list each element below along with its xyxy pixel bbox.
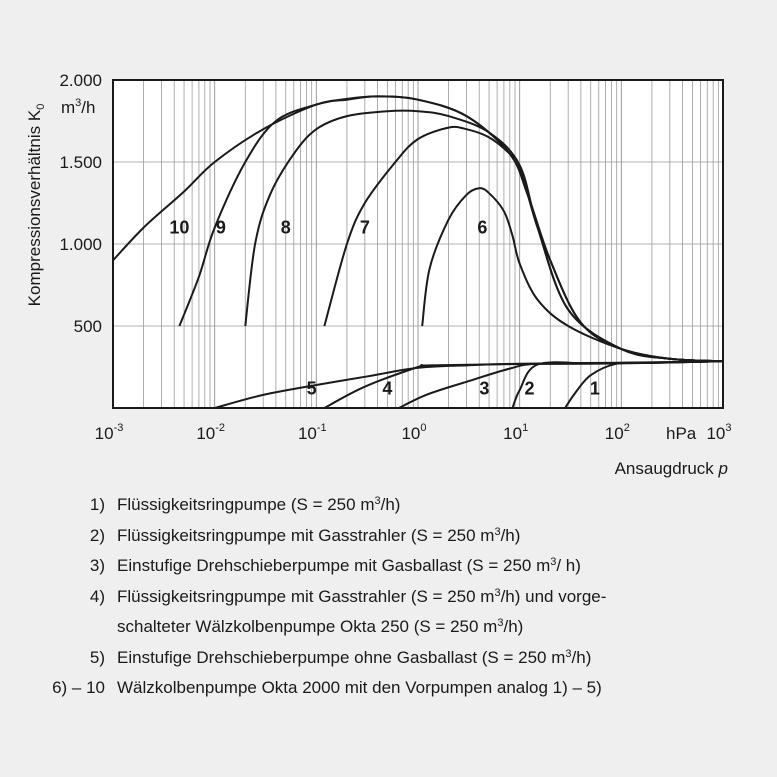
- legend-text: Flüssigkeitsringpumpe mit Gasstrahler (S = 250 $m^3/h$) und vorge-: [117, 586, 607, 606]
- x-axis-title: Ansaugdruck p: [614, 459, 728, 478]
- legend-item: [0, 673, 777, 704]
- x-tick-label: $10^{-3}$: [94, 422, 124, 443]
- x-tick-label: $10^2$: [604, 422, 630, 443]
- legend-item: [0, 490, 777, 521]
- curve-label-3: 3: [479, 378, 490, 399]
- curve-label-7: 7: [359, 217, 370, 238]
- curve-label-8: 8: [280, 217, 291, 238]
- legend-number: 3): [89, 556, 105, 575]
- legend-item: [0, 521, 777, 552]
- curve-label-5: 5: [306, 378, 317, 399]
- legend-item: [0, 612, 777, 643]
- x-tick-label: $10^3$: [706, 422, 732, 443]
- curve-label-1: 1: [589, 378, 600, 399]
- y-unit-sup: 3: [75, 97, 82, 109]
- curve-label-10: 10: [169, 217, 190, 238]
- curve-label-9: 9: [215, 217, 226, 238]
- legend-text: Wälzkolbenpumpe Okta 2000 mit den Vorpumpen analog 1) – 5): [117, 678, 602, 697]
- legend-item: [0, 551, 777, 582]
- y-tick-label: 1.500: [59, 153, 102, 172]
- legend-number: 1): [89, 495, 105, 514]
- legend-number: 6) – 10: [52, 678, 105, 697]
- y-tick-label: 1.000: [59, 235, 102, 254]
- x-tick-label: $10^1$: [503, 422, 529, 443]
- x-tick-labels: [95, 422, 732, 443]
- y-unit-label: $m^3/h$: [61, 97, 96, 117]
- y-tick-label: 500: [73, 317, 102, 336]
- legend-item: [0, 643, 777, 674]
- y-axis-title-sub: 0: [35, 103, 47, 110]
- legend-text: Flüssigkeitsringpumpe (S = 250 $m^3/h$): [117, 495, 401, 514]
- legend-number: 4): [89, 586, 105, 606]
- y-axis-title: Kompressionsverhältnis $K_0$: [25, 103, 47, 307]
- x-tick-label: $10^{-1}$: [297, 422, 327, 443]
- legend-item: [0, 582, 777, 613]
- legend-number: 2): [89, 525, 105, 545]
- y-tick-label: 2.000: [59, 71, 102, 90]
- curve-label-4: 4: [382, 378, 393, 399]
- legend-number: 5): [89, 647, 105, 667]
- legend-text: Einstufige Drehschieberpumpe ohne Gasballast (S = 250 $m^3/h$): [117, 647, 592, 667]
- curve-label-6: 6: [477, 217, 488, 238]
- legend-text: schalteter Wälzkolbenpumpe Okta 250 (S = 250 $m^3/h$): [117, 617, 524, 636]
- x-unit-label: hPa: [666, 424, 697, 443]
- curve-label-2: 2: [524, 378, 535, 399]
- legend-text: Flüssigkeitsringpumpe mit Gasstrahler (S = 250 $m^3/h$): [117, 525, 521, 545]
- legend: [0, 490, 777, 704]
- x-tick-label: $10^0$: [401, 422, 427, 443]
- legend-text: Einstufige Drehschieberpumpe mit Gasballast (S = 250 $m^3/$ h): [117, 556, 581, 575]
- x-tick-label: $10^{-2}$: [196, 422, 226, 443]
